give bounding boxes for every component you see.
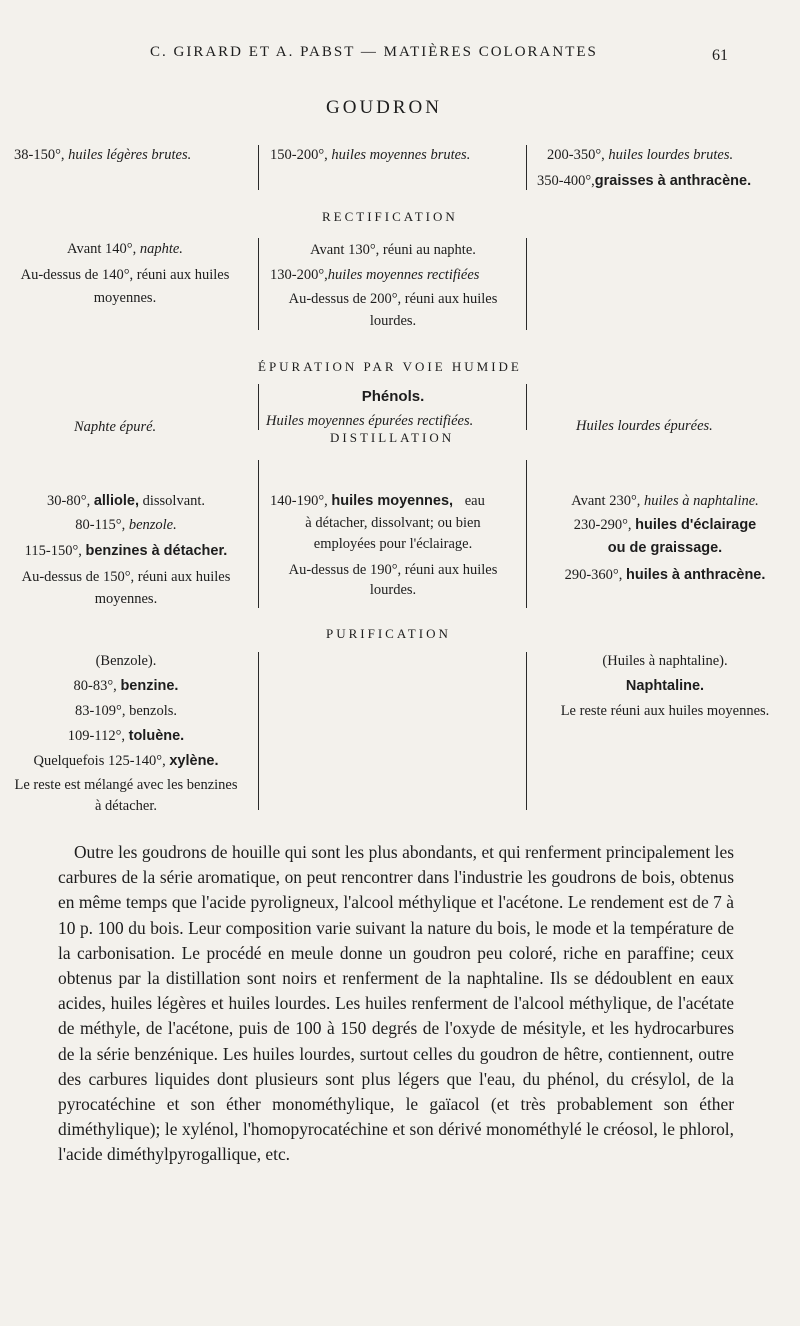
epur-col3: Huiles lourdes épurées. xyxy=(576,418,713,434)
pur-col3-l2: Naphtaline. xyxy=(625,678,705,694)
dist-col3-l1: Avant 230°, huiles à naphtaline. xyxy=(571,493,759,509)
row1-col2: 150-200°, huiles moyennes brutes. xyxy=(270,147,471,163)
divider xyxy=(526,652,527,810)
pur-col3-l3: Le reste réuni aux huiles moyennes. xyxy=(560,703,770,719)
divider xyxy=(526,238,527,330)
dist-col2-l3: employées pour l'éclairage. xyxy=(313,536,473,552)
paragraph-text: Outre les goudrons de houille qui sont les plus abondants, et qui renferment principalement les carbures de la série aromatique, on peut rencontrer dans l'industrie les goudrons de bois, obtenus en même temps que l'acide pyroligneux, l'alcool méthylique et l'acétone. Le rendement est de 7 à 10 p. 100 du bois. Leur composition varie suivant la nature du bois, le mode et la température de la carbonisation. Le procédé en meule donne un goudron peu coloré, riche en paraffine; ceux obtenus par la distillation sont noirs et renferment de la naphtaline. Ils se dédoublent en eaux acides, huiles légères et huiles lourdes. Les huiles renferment de l'alcool méthylique, de l'acétate de méthyle, de l'acétone, puis de 100 à 150 degrés de l'oxyde de mésityle, et les hydrocarbures de la série benzénique. Les huiles lourdes, surtout celles du goudron de hêtre, contiennent, outre des carbures liquides dont plusieurs sont plus légers que l'eau, du phénol, du crésylol, de la pyrocatéchine et son éther monométhylique, le gaïacol (et très probablement son éther diméthylique); le xylénol, l'homopyrocatéchine et son dérivé monométhylé le créosol, le phlorol, l'acide diméthylpyrogallique, etc. xyxy=(58,842,734,1165)
pur-col1-l2: 80-83°, benzine. xyxy=(73,678,179,694)
body-paragraph xyxy=(58,840,734,1168)
row1-col3b: 350-400°,graisses à anthracène. xyxy=(537,173,752,189)
dist-col2-l4: Au-dessus de 190°, réuni aux huiles xyxy=(288,562,498,578)
rectif-col1-line1: Avant 140°, naphte. xyxy=(67,241,183,257)
rectif-col2-line1: Avant 130°, réuni au naphte. xyxy=(310,242,476,258)
pur-col1-l5: Quelquefois 125-140°, xylène. xyxy=(33,753,219,769)
rectification-title: RECTIFICATION xyxy=(322,209,458,224)
divider xyxy=(258,238,259,330)
pur-col1-l6: Le reste est mélangé avec les benzines xyxy=(14,777,238,793)
rectif-col1-line2: Au-dessus de 140°, réuni aux huiles xyxy=(20,267,230,283)
dist-col1-l2: 80-115°, benzole. xyxy=(75,517,177,533)
divider xyxy=(258,145,259,190)
rectif-col2-line4: lourdes. xyxy=(369,313,417,329)
dist-col2-l5: lourdes. xyxy=(369,582,417,598)
phenols-label: Phénols. xyxy=(361,388,425,405)
divider xyxy=(258,384,259,430)
divider xyxy=(526,460,527,608)
epuration-title: ÉPURATION PAR VOIE HUMIDE xyxy=(258,359,522,374)
dist-col2-l2: à détacher, dissolvant; ou bien xyxy=(305,515,481,531)
divider xyxy=(258,460,259,608)
divider xyxy=(526,384,527,430)
row1-col3: 200-350°, huiles lourdes brutes. xyxy=(547,147,734,163)
pur-col1-l1: (Benzole). xyxy=(95,653,157,669)
dist-col2-l1: 140-190°, huiles moyennes, eau xyxy=(270,493,485,509)
pur-col1-l3: 83-109°, benzols. xyxy=(74,703,178,719)
purification-title: PURIFICATION xyxy=(326,626,451,641)
page-number: 61 xyxy=(712,47,728,64)
distillation-title: DISTILLATION xyxy=(330,430,455,445)
divider xyxy=(258,652,259,810)
rectif-col1-line3: moyennes. xyxy=(93,290,157,306)
dist-col1-l5: moyennes. xyxy=(94,591,158,607)
rectif-col2-line2: 130-200°,huiles moyennes rectifiées xyxy=(270,267,480,283)
row1-col1: 38-150°, huiles légères brutes. xyxy=(14,147,192,163)
dist-col1-l3: 115-150°, benzines à détacher. xyxy=(24,543,228,559)
rectif-col2-line3: Au-dessus de 200°, réuni aux huiles xyxy=(288,291,498,307)
pur-col1-l4: 109-112°, toluène. xyxy=(67,728,185,744)
dist-col3-l4: 290-360°, huiles à anthracène. xyxy=(564,567,766,583)
dist-col1-l1: 30-80°, alliole, dissolvant. xyxy=(46,493,206,509)
dist-col3-l2: 230-290°, huiles d'éclairage xyxy=(573,517,757,533)
pur-col3-l1: (Huiles à naphtaline). xyxy=(602,653,728,669)
divider xyxy=(526,145,527,190)
dist-col3-l3: ou de graissage. xyxy=(607,540,723,556)
running-header: C. GIRARD ET A. PABST — MATIÈRES COLORANTES xyxy=(150,44,598,60)
pur-col1-l7: à détacher. xyxy=(95,798,157,814)
dist-col1-l4: Au-dessus de 150°, réuni aux huiles xyxy=(21,569,231,585)
section-title: GOUDRON xyxy=(326,97,442,118)
epur-col1: Naphte épuré. xyxy=(74,419,157,435)
epur-col2: Huiles moyennes épurées rectifiées. xyxy=(266,413,474,429)
